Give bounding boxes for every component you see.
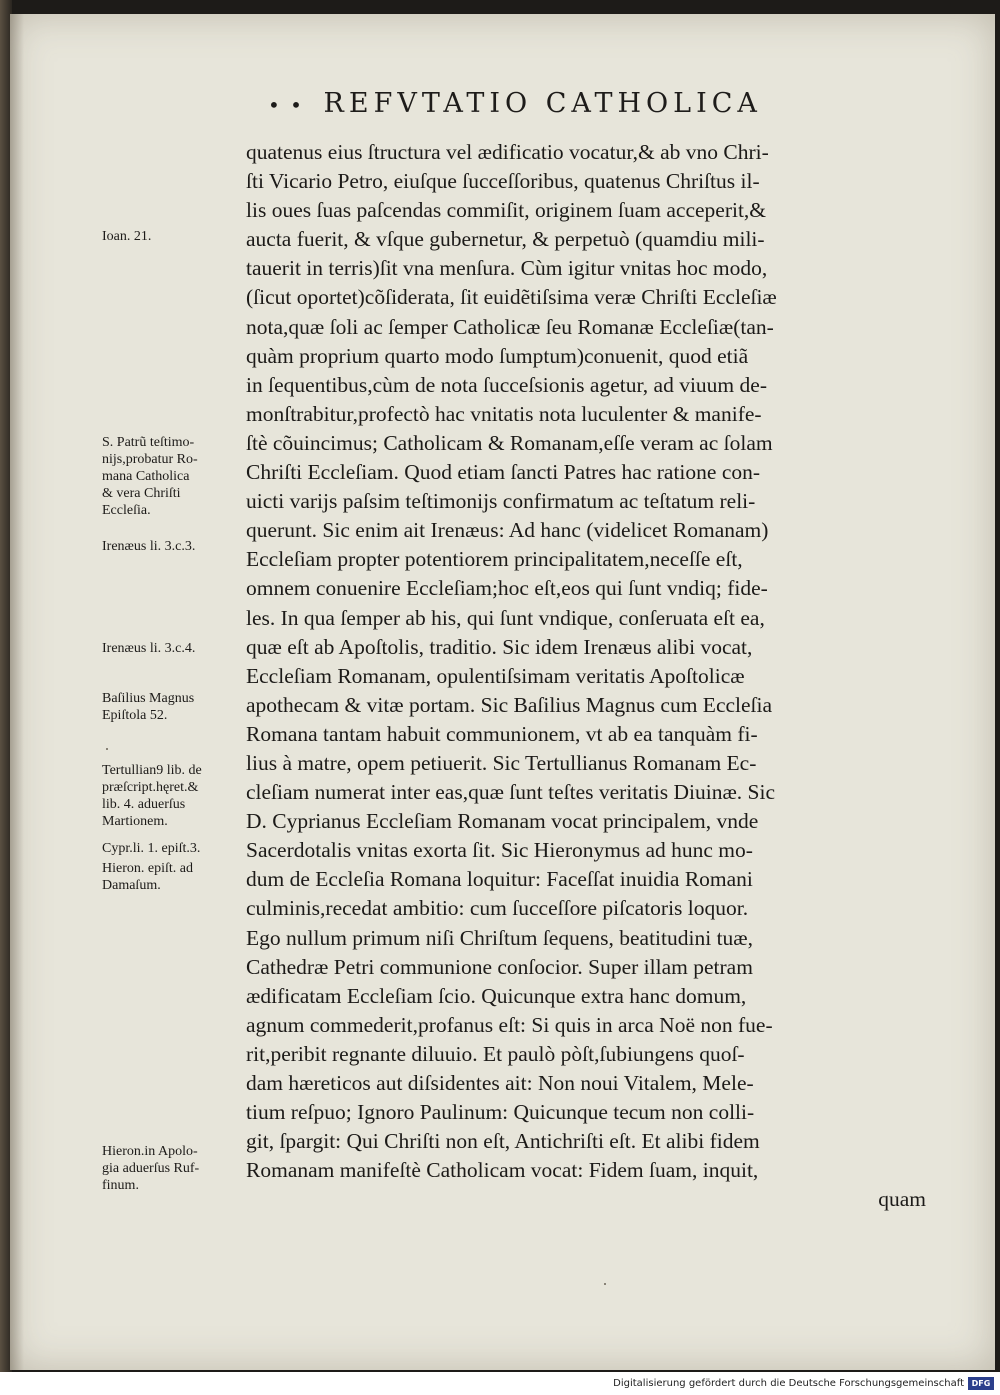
margin-note-hieronymus-apologia bbox=[102, 1143, 262, 1194]
funding-notice: Digitalisierung gefördert durch die Deutsche Forschungsgemeinschaft bbox=[613, 1378, 964, 1389]
paper-speck bbox=[604, 1283, 606, 1285]
text-line: apothecam & vitæ portam. Sic Baſilius Magnus cum Eccleſia bbox=[246, 692, 773, 717]
text-line: tium reſpuo; Ignoro Paulinum: Quicunque tecum non colli- bbox=[246, 1100, 755, 1125]
text-line: in ſequentibus,cùm de nota ſucceſsionis agetur, ad viuum de- bbox=[246, 372, 767, 397]
margin-note-irenaeus-3-4 bbox=[102, 640, 262, 657]
paper-speck bbox=[106, 748, 108, 750]
text-line: Sacerdotalis vnitas exorta ſit. Sic Hieronymus ad hunc mo- bbox=[246, 838, 753, 863]
page-gutter-shadow bbox=[10, 14, 24, 1370]
margin-note-line: Irenæus li. 3.c.3. bbox=[102, 539, 196, 554]
text-line: monſtrabitur,profectò hac vnitatis nota luculenter & manife- bbox=[246, 401, 762, 426]
margin-note-line: mana Catholica bbox=[102, 469, 190, 484]
text-line: (ſicut oportet)cõſiderata, ſit euidẽtiſsima veræ Chriſti Eccleſiæ bbox=[246, 285, 777, 310]
margin-note-line: & vera Chriſti bbox=[102, 486, 181, 501]
margin-note-tertullianus bbox=[102, 762, 262, 830]
text-line: Romana tantam habuit communionem, vt ab ea tanquàm fi- bbox=[246, 721, 758, 746]
margin-note-line: Hieron.in Apolo- bbox=[102, 1144, 198, 1159]
text-line: Eccleſiam Romanam, opulentiſsimam veritatis Apoſtolicæ bbox=[246, 663, 745, 688]
margin-note-line: gia aduerſus Ruf- bbox=[102, 1161, 200, 1176]
margin-note-patrum bbox=[102, 434, 262, 519]
margin-note-line: Tertullian9 lib. de bbox=[102, 763, 202, 778]
margin-note-line: Martionem. bbox=[102, 814, 168, 829]
text-line: les. In qua ſemper ab his, qui ſunt vndique, conſeruata eſt ea, bbox=[246, 605, 765, 630]
text-line: Chriſti Eccleſiam. Quod etiam ſancti Patres hac ratione con- bbox=[246, 460, 761, 485]
running-title: REFVTATIO CATHOLICA bbox=[323, 88, 762, 119]
text-line: ſtè cõuincimus; Catholicam & Romanam,eſſe veram ac ſolam bbox=[246, 430, 773, 455]
text-line: omnem conuenire Eccleſiam;hoc eſt,eos qui ſunt vndiq; fide- bbox=[246, 576, 768, 601]
margin-note-line: Damaſum. bbox=[102, 878, 161, 893]
text-line: D. Cyprianus Eccleſiam Romanam vocat principalem, vnde bbox=[246, 809, 759, 834]
text-line: Romanam manifeſtè Catholicam vocat: Fidem ſuam, inquit, bbox=[246, 1158, 759, 1183]
text-line: git, ſpargit: Qui Chriſti non eſt, Antichriſti eſt. Et alibi fidem bbox=[246, 1129, 760, 1154]
margin-note-line: præſcript.hęret.& bbox=[102, 780, 199, 795]
margin-note-irenaeus-3-3 bbox=[102, 538, 262, 555]
margin-note-line: nijs,probatur Ro- bbox=[102, 452, 198, 467]
margin-note-line: Epiſtola 52. bbox=[102, 708, 168, 723]
text-line: quatenus eius ſtructura vel ædificatio vocatur,& ab vno Chri- bbox=[246, 140, 769, 164]
margin-note-line: Baſilius Magnus bbox=[102, 691, 195, 706]
text-line: ſti Vicario Petro, eiuſque ſucceſſoribus, quatenus Chriſtus il- bbox=[246, 169, 760, 194]
text-line: nota,quæ ſoli ac ſemper Catholicæ ſeu Romanæ Eccleſiæ(tan- bbox=[246, 314, 774, 339]
text-line: agnum commederit,profanus eſt: Si quis in arca Noë non fue- bbox=[246, 1012, 773, 1037]
catchword: quam bbox=[878, 1187, 926, 1212]
text-line: aucta fuerit, & vſque gubernetur, & perpetuò (quamdiu mili- bbox=[246, 227, 765, 252]
text-line: uicti varijs paſsim teſtimonijs confirmatum ac teſtatum reli- bbox=[246, 489, 756, 514]
text-line: dam hæreticos aut diſsidentes ait: Non noui Vitalem, Mele- bbox=[246, 1071, 754, 1095]
footer-bar bbox=[0, 1372, 1000, 1395]
margin-note-line: Hieron. epiſt. ad bbox=[102, 861, 193, 876]
margin-note-line: Eccleſia. bbox=[102, 503, 151, 518]
margin-note-basilius bbox=[102, 690, 262, 724]
text-line: dum de Eccleſia Romana loquitur: Faceſſat inuidia Romani bbox=[246, 867, 753, 892]
text-line: quæ eſt ab Apoſtolis, traditio. Sic idem Irenæus alibi vocat, bbox=[246, 634, 753, 659]
margin-note-line: S. Patrũ teſtimo- bbox=[102, 435, 195, 450]
margin-note-line: Ioan. 21. bbox=[102, 229, 152, 244]
running-header bbox=[268, 88, 908, 128]
text-line: lis oues ſuas paſcendas commiſit, originem ſuam acceperit,& bbox=[246, 198, 767, 223]
margin-note-line: finum. bbox=[102, 1178, 139, 1193]
text-line: culminis,recedat ambitio: cum ſucceſſore piſcatoris loquor. bbox=[246, 896, 749, 921]
text-line: cleſiam numerat inter eas,quæ ſunt teſtes veritatis Diuinæ. Sic bbox=[246, 780, 776, 805]
text-line: rit,peribit regnante diluuio. Et paulò pòſt,ſubiungens quoſ- bbox=[246, 1041, 745, 1066]
margin-note-line: Irenæus li. 3.c.4. bbox=[102, 641, 196, 656]
margin-note-ioan bbox=[102, 228, 262, 245]
dfg-logo: DFG bbox=[968, 1377, 994, 1390]
text-line: Cathedræ Petri communione conſocior. Super illam petram bbox=[246, 954, 753, 979]
text-line: Eccleſiam propter potentiorem principalitatem,neceſſe eſt, bbox=[246, 547, 743, 572]
text-line: querunt. Sic enim ait Irenæus: Ad hanc (videlicet Romanam) bbox=[246, 518, 769, 543]
margin-note-line: lib. 4. aduerſus bbox=[102, 797, 186, 812]
main-text-block bbox=[246, 138, 946, 1214]
text-line: tauerit in terris)ſit vna menſura. Cùm igitur vnitas hoc modo, bbox=[246, 256, 768, 281]
text-line: Ego nullum primum niſi Chriſtum ſequens, beatitudini tuæ, bbox=[246, 925, 754, 950]
text-line: quàm proprium quarto modo ſumptum)conuenit, quod etiã bbox=[246, 343, 749, 368]
text-line: ædificatam Eccleſiam ſcio. Quicunque extra hanc domum, bbox=[246, 983, 747, 1008]
text-line: lius à matre, opem petiuerit. Sic Tertullianus Romanam Ec- bbox=[246, 750, 757, 775]
header-ornament: • • bbox=[268, 93, 304, 117]
margin-note-line: Cypr.li. 1. epiſt.3. bbox=[102, 841, 201, 856]
margin-note-hieronymus-damasum bbox=[102, 860, 262, 894]
margin-note-cyprianus bbox=[102, 840, 262, 857]
